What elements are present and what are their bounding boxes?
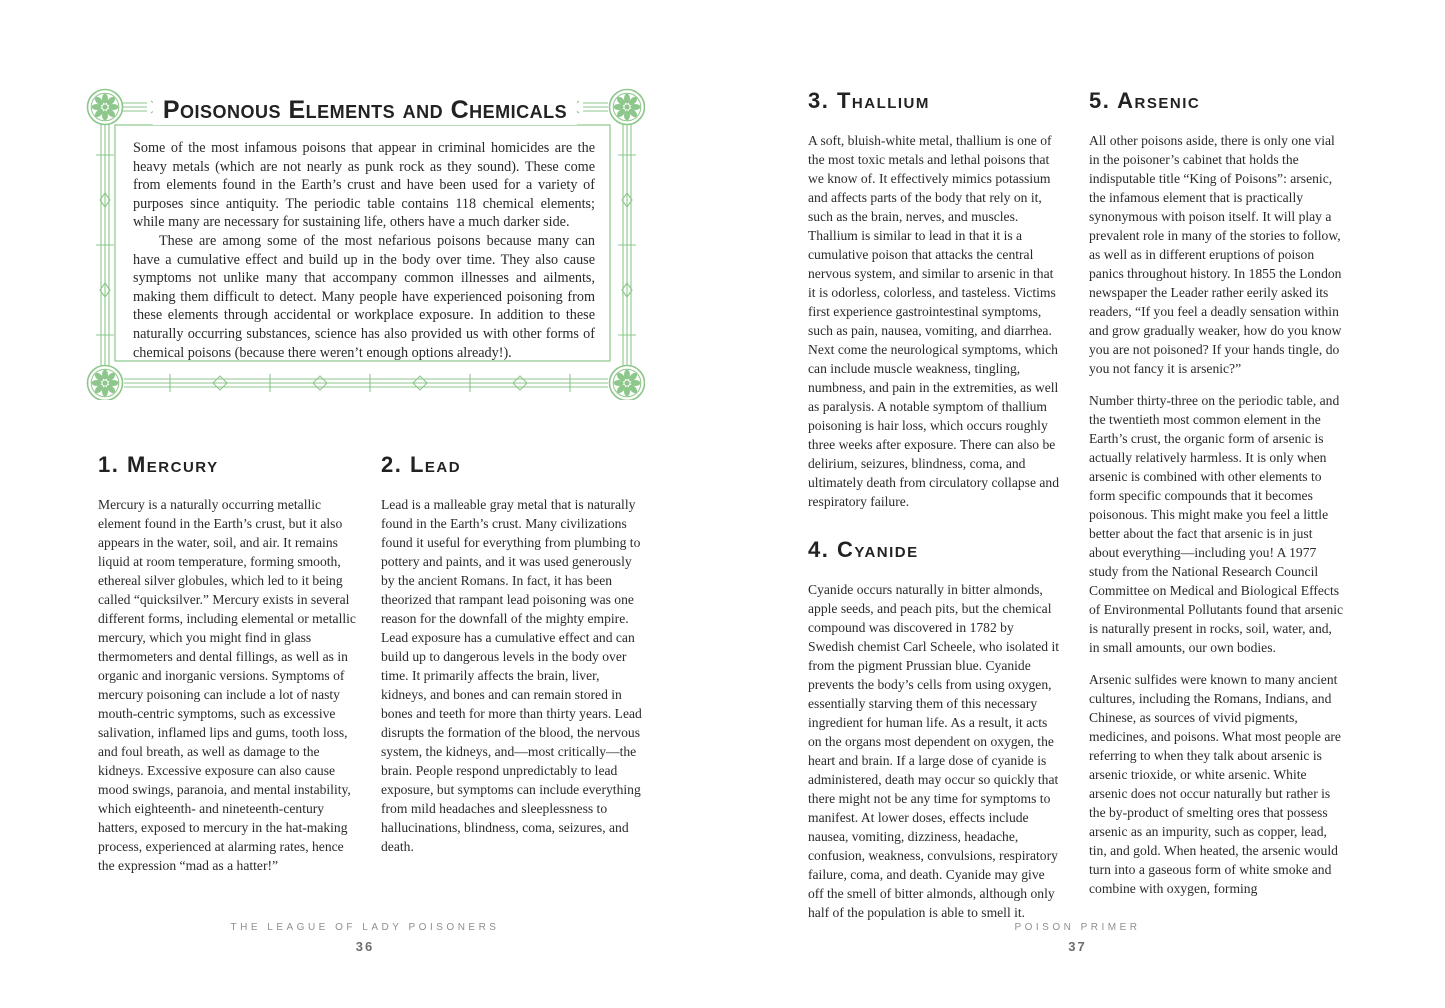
intro-paragraph: Some of the most infamous poisons that appear in criminal homicides are the heavy metals (which are not nearly as punk rock as they sound). These come from elements found in the Earth’s crust and have been used for a variety of purposes since antiquity. The periodic table contains 118 chemical elements; while many are necessary for sustaining life, others have a much darker side. [133,140,595,231]
left-page-footer [85,922,645,954]
chapter-heading: Poisonous Elements and Chemicals [153,95,577,125]
section-mercury [98,452,359,875]
section-cyanide [808,537,1063,922]
section-paragraph: Number thirty-three on the periodic table, and the twentieth most common element in the Earth’s crust, the organic form of arsenic is actually relatively harmless. It is only when arsenic is combined with other elements to form specific compounds that it becomes poisonous. This might make you feel a little better about the fact that arsenic is in just about everything—including you! A 1977 study from the National Research Council Committee on Medical and Biological Effects of Environmental Pollutants found that arsenic is naturally present in rocks, soil, water, and, in small amounts, our own bodies. [1089,393,1344,655]
running-footer: POISON PRIMER [1014,922,1141,933]
section-heading-cyanide: 4. Cyanide [808,537,919,562]
left-page-columns [98,452,642,875]
intro-frame [85,85,645,400]
section-lead [381,452,642,856]
section-thallium [808,88,1063,511]
section-heading-lead: 2. Lead [381,452,462,477]
section-heading-thallium: 3. Thallium [808,88,930,113]
section-paragraph: Lead is a malleable gray metal that is naturally found in the Earth’s crust. Many civilizations found it useful for everything from plumbing to pottery and paints, and it was used generously by the ancient Romans. In fact, it has been theorized that rampant lead poisoning was one reason for the downfall of the mighty empire. Lead exposure has a cumulative effect and can build up to dangerous levels in the body over time. It primarily affects the brain, liver, kidneys, and bones and can remain stored in bones and teeth for more than thirty years. Lead disrupts the formation of the blood, the nervous system, the kidneys, and—most critically—the brain. People respond unpredictably to lead exposure, but symptoms can include everything from mild headaches and sleeplessness to hallucinations, blindness, coma, seizures, and death. [381,497,642,854]
column-thallium-cyanide [808,88,1063,922]
right-page-footer [805,922,1350,954]
intro-text [133,139,595,362]
right-page-columns [808,88,1344,922]
intro-paragraph: These are among some of the most nefarious poisons because many can have a cumulative effect and build up in the body over time. They also cause symptoms not unlike many that accompany common illnesses and ailments, making them difficult to detect. Many people have experienced poisoning from these elements through accidental or workplace exposure. In addition to these naturally occurring substances, science has also provided us with other forms of chemical poisons (because there weren’t enough options already!). [133,232,595,361]
page-number: 37 [1068,939,1087,954]
section-heading-mercury: 1. Mercury [98,452,219,477]
running-footer: THE LEAGUE OF LADY POISONERS [230,922,500,933]
section-paragraph: Arsenic sulfides were known to many ancient cultures, including the Romans, Indians, and Chinese, as sources of vivid pigments, medicines, and poisons. What most people are referring to when they talk about arsenic is arsenic trioxide, or white arsenic. White arsenic does not occur naturally but rather is the by-product of smelting ores that possess arsenic as an impurity, such as copper, lead, tin, and gold. When heated, the arsenic would turn into a gaseous form of white smoke and combine with oxygen, forming [1089,672,1341,896]
section-paragraph: Mercury is a naturally occurring metallic element found in the Earth’s crust, but it also appears in the water, soil, and air. It remains liquid at room temperature, forming smooth, ethereal silver globules, which led to it being called “quicksilver.” Mercury exists in several different forms, including elemental or metallic mercury, which you might find in glass thermometers and dental fillings, as well as in organic and inorganic versions. Symptoms of mercury poisoning can include a lot of nasty mouth-centric symptoms, such as excessive salivation, inflamed lips and gums, tooth loss, and foul breath, as well as damage to the kidneys. Excessive exposure can also cause mood swings, paranoia, and mental instability, which eighteenth- and nineteenth-century hatters, exposed to mercury in the hat-making process, experienced at alarming rates, hence the expression “mad as a hatter!” [98,497,356,873]
column-arsenic [1089,88,1344,922]
section-arsenic [1089,88,1344,898]
section-paragraph: All other poisons aside, there is only one vial in the poisoner’s cabinet that holds the indisputable title “King of Poisons”: arsenic, the infamous element that is practically synonymous with poison itself. It will play a prevalent role in many of the stories to follow, as well as in different eruptions of poison panics throughout history. In 1855 the London newspaper the Leader rather eerily asked its readers, “If you feel a deadly sensation within and grow gradually weaker, how do you know you are not poisoned? If your hands tingle, do you not fancy it is arsenic?” [1089,133,1342,376]
section-paragraph: A soft, bluish-white metal, thallium is one of the most toxic metals and lethal poisons that we know of. It effectively mimics potassium and affects parts of the body that rely on it, such as the brain, nerves, and muscles. Thallium is similar to lead in that it is a cumulative poison that attacks the central nervous system, and similar to arsenic in that it is odorless, colorless, and tasteless. Victims first experience gastrointestinal symptoms, such as pain, nausea, vomiting, and diarrhea. Next come the neurological symptoms, which can include muscle weakness, tingling, numbness, and pain in the extremities, as well as paralysis. A notable symptom of thallium poisoning is hair loss, which occurs roughly three weeks after exposure. There can also be delirium, seizures, blindness, coma, and ultimately death from circulatory collapse and respiratory failure. [808,133,1060,509]
section-paragraph: Cyanide occurs naturally in bitter almonds, apple seeds, and peach pits, but the chemical compound was discovered in 1782 by Swedish chemist Carl Scheele, who isolated it from the pigment Prussian blue. Cyanide prevents the body’s cells from using oxygen, essentially starving them of this necessary ingredient for human life. As a result, it acts on the organs most dependent on oxygen, the heart and brain. If a large dose of cyanide is administered, death may occur so quickly that there might not be any time for symptoms to manifest. At lower doses, effects include nausea, vomiting, dizziness, headache, confusion, weakness, convulsions, respiratory failure, coma, and death. Cyanide may give off the smell of bitter almonds, although only half of the population is able to smell it. [808,582,1060,920]
section-heading-arsenic: 5. Arsenic [1089,88,1201,113]
column-lead [381,452,642,875]
column-mercury [98,452,359,875]
page-number: 36 [355,939,375,954]
